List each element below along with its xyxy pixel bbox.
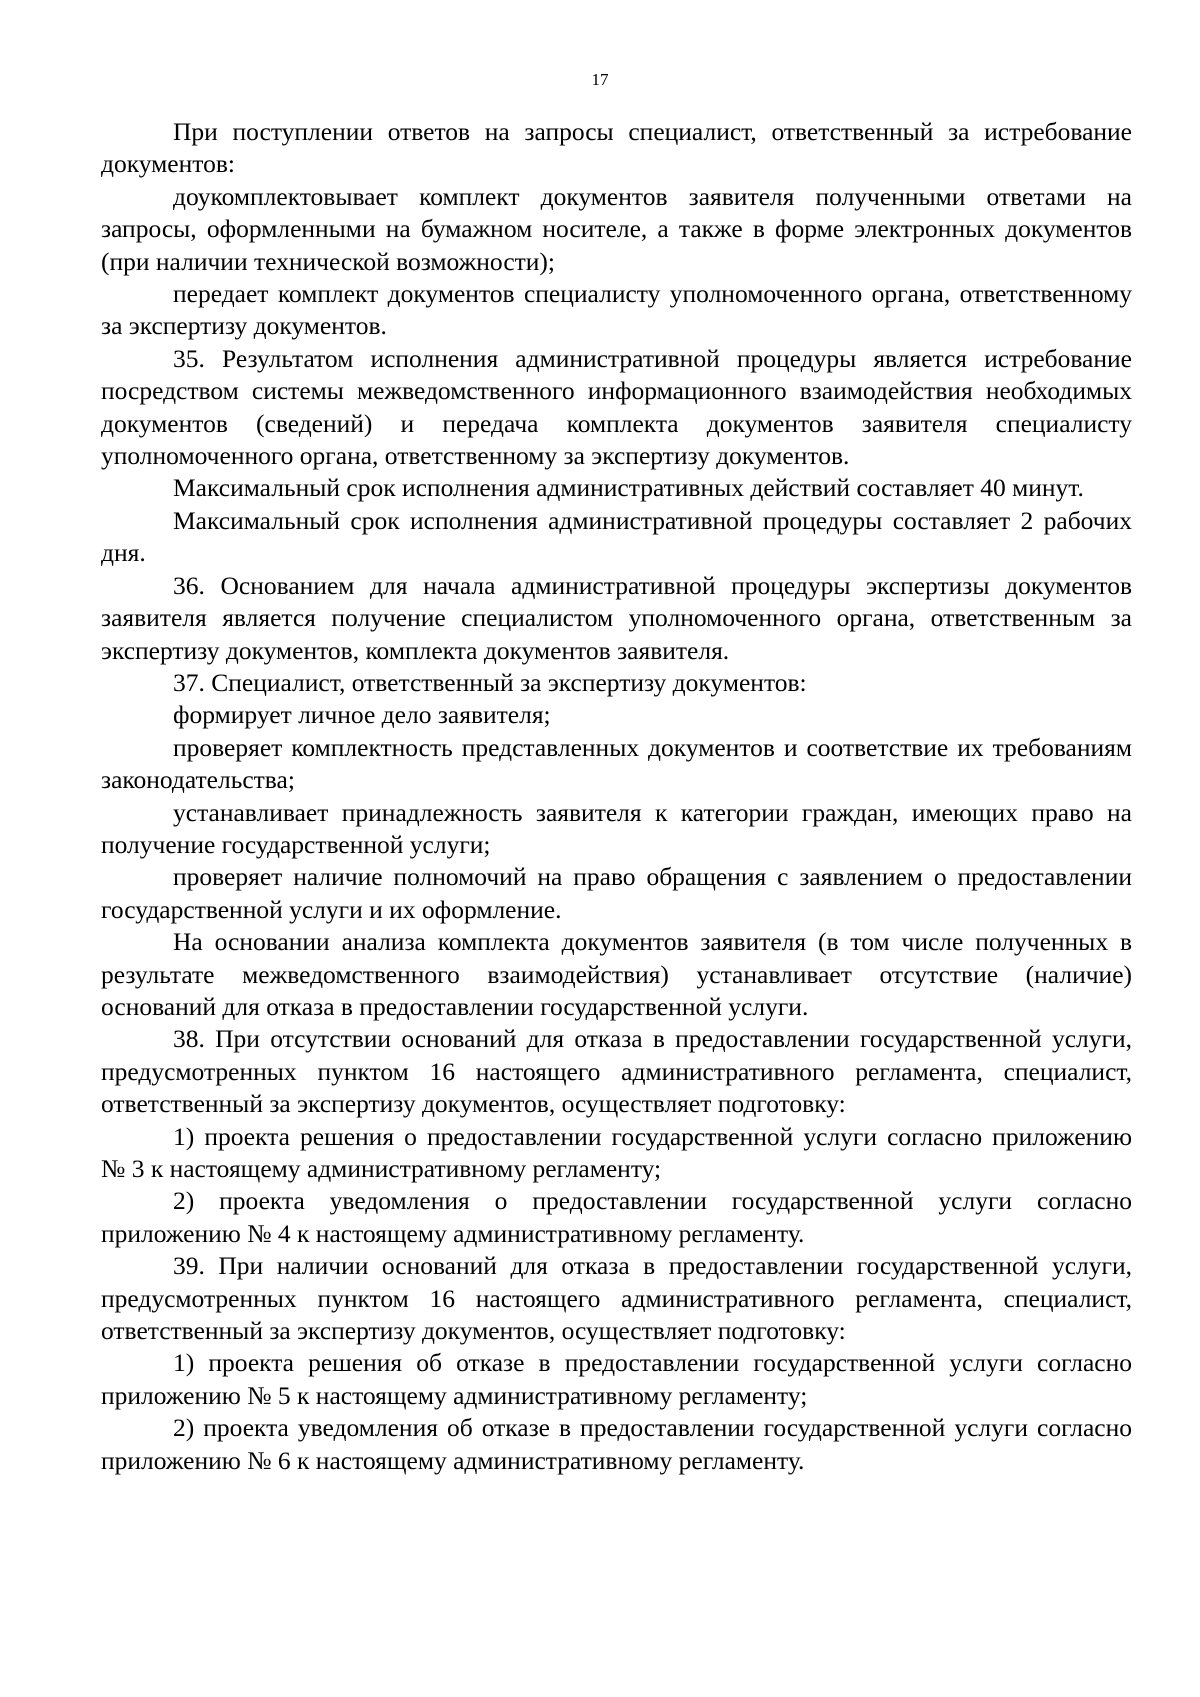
paragraph: На основании анализа комплекта документов заявителя (в том числе полученных в результате межведомственного взаимодействия) устанавливает отсутствие (наличие) оснований для отказа в предоставлении государственной услуги. [101, 927, 1132, 1021]
paragraph: 38. При отсутствии оснований для отказа в предоставлении государственной услуги, предусмотренных пунктом 16 настоящего административного регламента, специалист, ответственный за экспертизу документов, осуществляет подготовку: [101, 1024, 1132, 1119]
paragraph: проверяет комплектность представленных документов и соответствие их требованиям законодательства; [101, 732, 1132, 795]
page-number: 17 [591, 70, 609, 89]
paragraph: 2) проекта уведомления об отказе в предоставлении государственной услуги согласно приложению № 6 к настоящему административному регламенту. [101, 1413, 1132, 1475]
paragraph: передает комплект документов специалисту уполномоченного органа, ответственному за экспертизу документов. [101, 279, 1132, 341]
paragraph: формирует личное дело заявителя; [173, 700, 551, 730]
paragraph: Максимальный срок исполнения административной процедуры составляет 2 рабочих дня. [101, 505, 1132, 568]
paragraph: 2) проекта уведомления о предоставлении государственной услуги согласно приложению № 4 к настоящему административному регламенту. [101, 1186, 1132, 1248]
paragraph: При поступлении ответов на запросы специалист, ответственный за истребование документов: [101, 117, 1132, 179]
paragraph: 35. Результатом исполнения административной процедуры является истребование посредством системы межведомственного информационного взаимодействия необходимых документов (сведений) и передача комплекта документов заявителя специалисту уполномоченного органа, ответственному за экспертизу документов. [101, 343, 1132, 471]
paragraph: 1) проекта решения о предоставлении государственной услуги согласно приложению № 3 к настоящему административному регламенту; [101, 1121, 1132, 1183]
paragraph: Максимальный срок исполнения административных действий составляет 40 минут. [173, 473, 1084, 503]
paragraph: 37. Специалист, ответственный за экспертизу документов: [173, 667, 807, 697]
document-body [101, 116, 1132, 1477]
paragraph: 39. При наличии оснований для отказа в предоставлении государственной услуги, предусмотренных пунктом 16 настоящего административного регламента, специалист, ответственный за экспертизу документов, осуществляет подготовку: [101, 1251, 1132, 1346]
paragraph: устанавливает принадлежность заявителя к категории граждан, имеющих право на получение государственной услуги; [101, 797, 1132, 859]
paragraph: 1) проекта решения об отказе в предоставлении государственной услуги согласно приложению № 5 к настоящему административному регламенту; [101, 1348, 1132, 1410]
paragraph: доукомплектовывает комплект документов заявителя полученными ответами на запросы, оформленными на бумажном носителе, а также в форме электронных документов (при наличии технической возможности); [101, 181, 1132, 276]
paragraph: 36. Основанием для начала административной процедуры экспертизы документов заявителя является получение специалистом уполномоченного органа, ответственным за экспертизу документов, комплекта документов заявителя. [101, 570, 1132, 665]
paragraph: проверяет наличие полномочий на право обращения с заявлением о предоставлении государственной услуги и их оформление. [101, 862, 1132, 924]
